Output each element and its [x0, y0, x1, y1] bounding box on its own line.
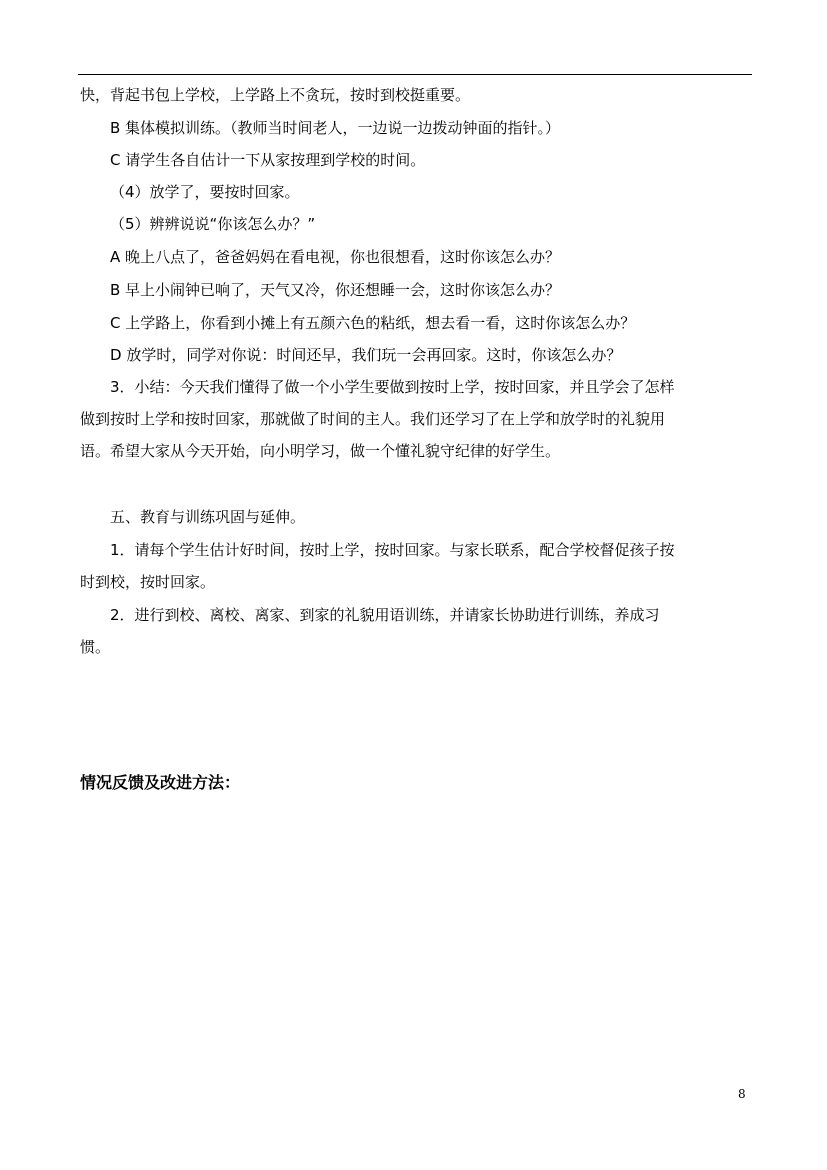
- body-line: 做到按时上学和按时回家，那就做了时间的主人。我们还学习了在上学和放学时的礼貌用: [80, 410, 666, 428]
- body-line: 语。希望大家从今天开始，向小明学习，做一个懂礼貌守纪律的好学生。: [80, 442, 561, 460]
- body-line: 3．小结：今天我们懂得了做一个小学生要做到按时上学，按时回家，并且学会了怎样: [110, 378, 675, 396]
- body-line: 惯。: [80, 638, 111, 656]
- feedback-heading: 情况反馈及改进方法：: [80, 773, 241, 792]
- body-line: 快，背起书包上学校，上学路上不贪玩，按时到校挺重要。: [80, 86, 471, 104]
- body-line: 2．进行到校、离校、离家、到家的礼貌用语训练，并请家长协助进行训练，养成习: [110, 606, 660, 624]
- body-line: （5）辨辨说说“你该怎么办？”: [110, 215, 316, 233]
- body-line: （4）放学了，要按时回家。: [110, 183, 300, 201]
- header-rule: [78, 74, 752, 75]
- page-number: 8: [738, 1087, 746, 1101]
- body-line: C 上学路上，你看到小摊上有五颜六色的粘纸，想去看一看，这时你该怎么办？: [110, 314, 636, 332]
- body-line: 时到校，按时回家。: [80, 573, 216, 591]
- body-line: D 放学时，同学对你说：时间还早，我们玩一会再回家。这时，你该怎么办？: [110, 346, 622, 364]
- body-line: 1．请每个学生估计好时间，按时上学，按时回家。与家长联系，配合学校督促孩子按: [110, 541, 675, 559]
- body-line: B 早上小闹钟已响了，天气又冷，你还想睡一会，这时你该怎么办？: [110, 281, 561, 299]
- body-line: C 请学生各自估计一下从家按理到学校的时间。: [110, 151, 426, 169]
- body-line: A 晚上八点了，爸爸妈妈在看电视，你也很想看，这时你该怎么办？: [110, 248, 561, 266]
- section-title: 五、教育与训练巩固与延伸。: [110, 508, 306, 526]
- body-line: B 集体模拟训练。（教师当时间老人，一边说一边拨动钟面的指针。）: [110, 119, 561, 137]
